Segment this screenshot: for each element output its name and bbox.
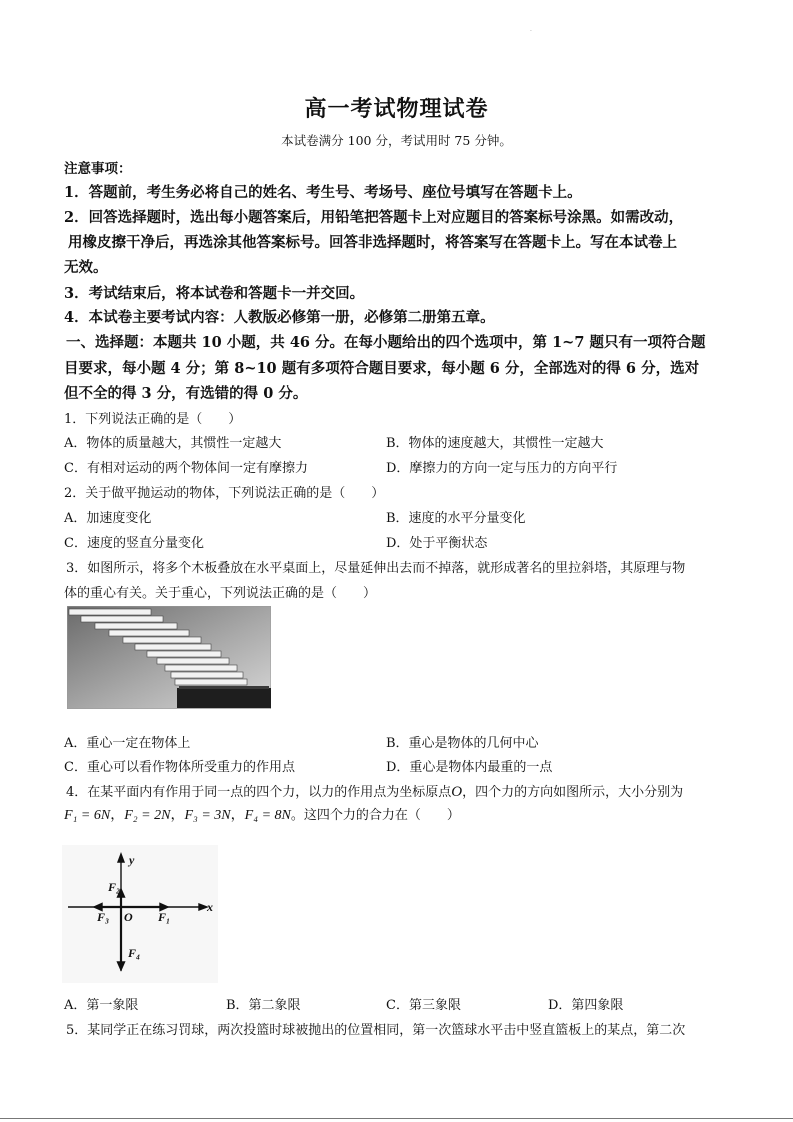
- q4-option-b: B．第二象限: [226, 998, 301, 1013]
- q1-option-c: C．有相对运动的两个物体间一定有摩擦力: [64, 461, 308, 476]
- q1-option-a: A．物体的质量越大，其惯性一定越大: [64, 436, 282, 451]
- q3-stem-1: 3．如图所示，将多个木板叠放在水平桌面上，尽量延伸出去而不掉落，就形成著名的里拉斜塔，其原理与物: [66, 561, 686, 576]
- x-axis-label: x: [207, 900, 213, 914]
- q4-stem-1: 4．在某平面内有作用于同一点的四个力，以力的作用点为坐标原点O，四个力的方向如图所示，大小分别为: [66, 784, 684, 800]
- q1-stem: 1．下列说法正确的是（ ）: [64, 412, 242, 427]
- force-f2-value: F₂ = 2N: [124, 808, 171, 823]
- q1-option-d: D．摩擦力的方向一定与压力的方向平行: [386, 461, 618, 476]
- q2-option-b: B．速度的水平分量变化: [386, 511, 526, 526]
- force-f1-value: F₁ = 6N: [64, 808, 111, 823]
- note-line-1: 1．答题前，考生务必将自己的姓名、考生号、考场号、座位号填写在答题卡上。: [64, 184, 582, 201]
- note-line-4: 无效。: [64, 259, 108, 276]
- note-line-5: 3．考试结束后，将本试卷和答题卡一并交回。: [64, 285, 365, 302]
- q2-option-d: D．处于平衡状态: [386, 536, 488, 551]
- f3-label: F₃: [97, 910, 110, 924]
- q3-stem-2: 体的重心有关。关于重心，下列说法正确的是（ ）: [64, 586, 377, 601]
- q4-option-d: D．第四象限: [548, 998, 624, 1013]
- note-line-2: 2．回答选择题时，选出每小题答案后，用铅笔把答题卡上对应题目的答案标号涂黑。如需改动，: [64, 209, 684, 226]
- note-line-3: 用橡皮擦干净后，再选涂其他答案标号。回答非选择题时，将答案写在答题卡上。写在本试卷上: [68, 234, 677, 251]
- q3-option-a: A．重心一定在物体上: [64, 736, 191, 751]
- page-bottom-border: [0, 1118, 793, 1119]
- note-line-6: 4．本试卷主要考试内容：人教版必修第一册，必修第二册第五章。: [64, 309, 495, 326]
- q2-option-a: A．加速度变化: [64, 511, 152, 526]
- exam-info: 本试卷满分 100 分，考试用时 75 分钟。: [281, 133, 512, 148]
- f1-label: F₁: [158, 910, 171, 924]
- q4-stem-2: F₁ = 6N，F₂ = 2N，F₃ = 3N，F₄ = 8N。这四个力的合力在（ ）: [64, 808, 460, 823]
- stacked-boards-photo: [67, 606, 271, 709]
- force-f4-value: F₄ = 8N: [244, 808, 291, 823]
- force-f3-value: F₃ = 3N: [184, 808, 231, 823]
- force-diagram: [62, 845, 218, 983]
- q3-option-d: D．重心是物体内最重的一点: [386, 760, 553, 775]
- q4-option-c: C．第三象限: [386, 998, 461, 1013]
- origin-label: O: [124, 910, 133, 924]
- f2-label: F₂: [108, 880, 121, 894]
- origin-symbol: O: [451, 784, 463, 800]
- scan-dot: ·: [530, 28, 532, 35]
- section1-line-1: 一、选择题：本题共 10 小题，共 46 分。在每小题给出的四个选项中，第 1~7 题只有一项符合题: [66, 334, 706, 351]
- q5-stem: 5．某同学正在练习罚球，两次投篮时球被抛出的位置相同，第一次篮球水平击中竖直篮板上的某点，第二次: [66, 1023, 686, 1038]
- q3-option-c: C．重心可以看作物体所受重力的作用点: [64, 760, 295, 775]
- q2-option-c: C．速度的竖直分量变化: [64, 536, 204, 551]
- q1-option-b: B．物体的速度越大，其惯性一定越大: [386, 436, 604, 451]
- section1-line-3: 但不全的得 3 分，有选错的得 0 分。: [64, 385, 308, 402]
- q3-option-b: B．重心是物体的几何中心: [386, 736, 539, 751]
- section1-line-2: 目要求，每小题 4 分；第 8~10 题有多项符合题目要求，每小题 6 分，全部选对的得 6 分，选对: [64, 360, 700, 377]
- q4-option-a: A．第一象限: [64, 998, 139, 1013]
- f4-label: F₄: [128, 946, 141, 960]
- notes-heading: 注意事项：: [64, 161, 132, 177]
- q2-stem: 2．关于做平抛运动的物体，下列说法正确的是（ ）: [64, 486, 385, 501]
- y-axis-label: y: [129, 853, 135, 867]
- page-title: 高一考试物理试卷: [304, 96, 489, 122]
